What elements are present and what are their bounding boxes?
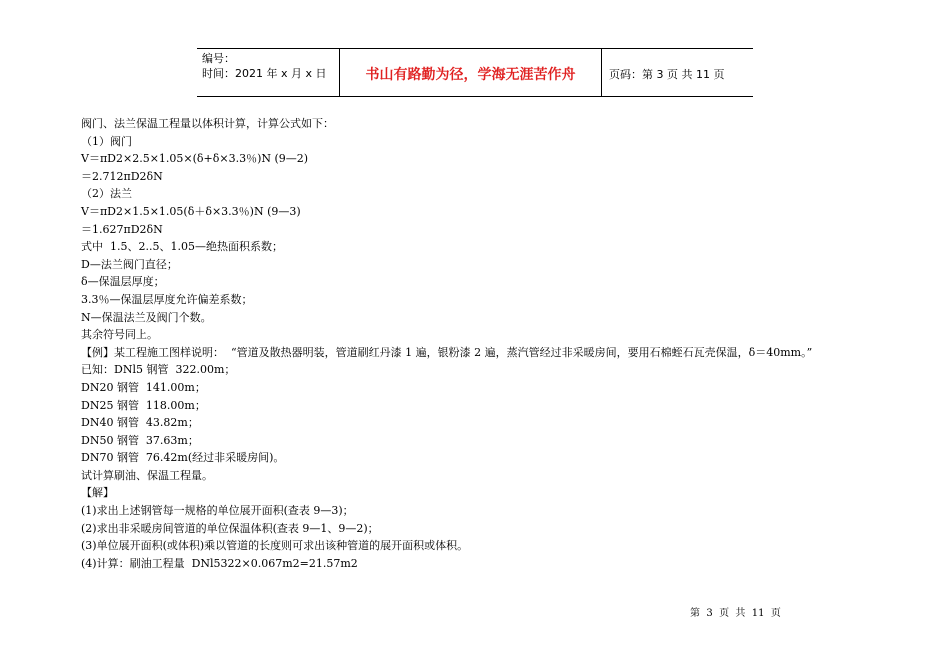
body-line: （2）法兰	[81, 187, 132, 201]
body-line: 【解】	[81, 486, 114, 500]
body-line: (2)求出非采暖房间管道的单位保温体积(查表 9—1、9—2)；	[81, 521, 379, 535]
header-page-info: 页码：第 3 页 共 11 页	[609, 68, 725, 81]
header-left-cell	[202, 51, 327, 81]
body-line: (4)计算：刷油工程量 DNl5322×0.067m2=21.57m2	[81, 556, 358, 570]
body-line: D—法兰阀门直径；	[81, 257, 178, 271]
body-line: 试计算刷油、保温工程量。	[81, 468, 213, 482]
header-motto: 书山有路勤为径，学海无涯苦作舟	[365, 67, 576, 83]
header-top-rule	[197, 48, 753, 49]
body-line: (1)求出上述钢管每一规格的单位展开面积(查表 9—3)；	[81, 504, 354, 518]
body-line: 已知：DNl5 钢管 322.00m；	[81, 363, 236, 377]
body-line: ＝2.712πD2δN	[81, 169, 163, 183]
body-line: DN40 钢管 43.82m；	[81, 416, 199, 430]
page-footer: 第 3 页 共 11 页	[690, 608, 781, 619]
header-time-label: 时间：2021 年 x 月 x 日	[202, 67, 327, 80]
body-line: DN50 钢管 37.63m；	[81, 433, 199, 447]
body-line: DN70 钢管 76.42m(经过非采暖房间)。	[81, 451, 285, 465]
header-bottom-rule	[197, 96, 753, 97]
body-line: DN20 钢管 141.00m；	[81, 380, 206, 394]
body-line: 3.3％—保温层厚度允许偏差系数；	[81, 292, 253, 306]
body-line: DN25 钢管 118.00m；	[81, 398, 206, 412]
body-line: (3)单位展开面积(或体积)乘以管道的长度则可求出该种管道的展开面积或体积。	[81, 539, 469, 553]
body-line: N—保温法兰及阀门个数。	[81, 310, 212, 324]
body-line: 阀门、法兰保温工程量以体积计算，计算公式如下：	[81, 117, 334, 130]
document-body	[81, 115, 812, 572]
header-divider-right	[601, 48, 602, 96]
body-line: （1）阀门	[81, 134, 132, 148]
body-line: V＝πD2×2.5×1.05×(δ+δ×3.3％)N (9—2)	[81, 152, 309, 166]
body-line: ＝1.627πD2δN	[81, 222, 163, 236]
body-line: δ—保温层厚度；	[81, 275, 165, 289]
header-number-label: 编号：	[202, 52, 235, 65]
body-line: 其余符号同上。	[81, 328, 158, 342]
body-line: 式中 1.5、2..5、1.05—绝热面积系数；	[81, 240, 283, 254]
body-line: 【例】某工程施工图样说明： “管道及散热器明装，管道刷红丹漆 1 遍，银粉漆 2 遍，蒸汽管经过非采暖房间，要用石棉蛭石瓦壳保温，δ＝40mm。”	[81, 345, 813, 359]
body-line: V＝πD2×1.5×1.05(δ＋δ×3.3％)N (9—3)	[81, 204, 301, 218]
